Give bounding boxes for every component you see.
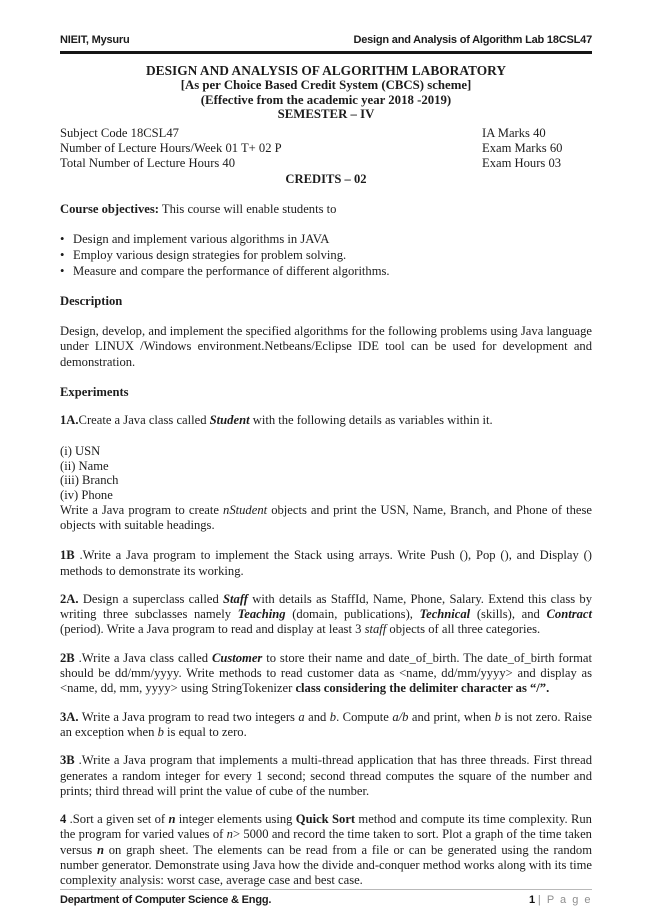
bullet-icon: • [60, 264, 65, 279]
experiment-2b: 2B .Write a Java class called Customer to store their name and date_of_birth. The date_of_birth format should be dd/mm/yyyy. Write methods to read customer data as <name, dd/mm/yyyy> and display as <name, dd, mm, yyyy> using StringTokenizer class considering the delimiter character as “/”. [60, 650, 593, 696]
objective-item [60, 247, 592, 263]
experiment-2a: 2A. Design a superclass called Staff with details as StaffId, Name, Phone, Salary. Extend this class by writing three subclasses namely Teaching (domain, publications), Technical (skills), and Contract (period). Write a Java program to read and display at least 3 staff objects of all three categories. [60, 591, 592, 637]
bullet-icon: • [60, 248, 65, 263]
title-block [60, 63, 592, 122]
variable-line: (ii) Name [60, 458, 109, 473]
meta-exam-marks: Exam Marks 60 [482, 140, 563, 155]
credits-line: CREDITS – 02 [285, 172, 367, 187]
title-semester: SEMESTER – IV [277, 107, 375, 121]
meta-total-hours: Total Number of Lecture Hours 40 [60, 155, 236, 170]
bullet-icon: • [60, 232, 65, 247]
experiment-1a-task: Write a Java program to create nStudent objects and print the USN, Name, Branch, and Phone of these objects with suitable headings. [60, 502, 592, 532]
course-objectives-text: This course will enable students to [158, 202, 337, 217]
meta-row-lecture-hours-week [60, 141, 592, 156]
meta-ia-marks: IA Marks 40 [482, 125, 546, 140]
meta-lecture-hours-week: Number of Lecture Hours/Week 01 T+ 02 P [60, 140, 282, 155]
experiment-1a-intro: 1A.Create a Java class called Student with the following details as variables within it. [60, 413, 493, 427]
objective-text: Measure and compare the performance of different algorithms. [73, 264, 390, 279]
meta-row-subject-code [60, 126, 592, 141]
experiment-1a-variables [60, 444, 592, 502]
page-footer [60, 889, 592, 906]
variable-line: (iii) Branch [60, 473, 119, 488]
description-heading: Description [60, 294, 123, 309]
page-number: 1 [529, 893, 535, 906]
variable-line: (i) USN [60, 444, 101, 459]
course-objectives-heading: Course objectives: [60, 202, 159, 217]
title-effective-year: (Effective from the academic year 2018 -2019) [200, 92, 452, 107]
meta-exam-hours: Exam Hours 03 [482, 155, 562, 170]
footer-department: Department of Computer Science & Engg. [60, 893, 272, 906]
document-title: DESIGN AND ANALYSIS OF ALGORITHM LABORATORY [145, 63, 507, 78]
objectives-bullet-list [60, 231, 592, 279]
header-institution: NIEIT, Mysuru [60, 34, 130, 46]
experiment-1b: 1B .Write a Java program to implement the Stack using arrays. Write Push (), Pop (), and Display () methods to demonstrate its working. [60, 548, 592, 578]
meta-row-total-hours [60, 156, 592, 171]
objective-item [60, 263, 592, 279]
course-objectives-intro [60, 202, 592, 217]
header-course-title: Design and Analysis of Algorithm Lab 18CSL47 [353, 34, 592, 46]
experiment-3b: 3B .Write a Java program that implements a multi-thread application that has three threads. First thread generates a random integer for every 1 second; second thread computes the square of the number and prints; third thread will print the value of cube of the number. [60, 753, 592, 798]
title-scheme: [As per Choice Based Credit System (CBCS) scheme] [180, 78, 472, 92]
experiments-heading: Experiments [60, 385, 129, 399]
objective-text: Design and implement various algorithms in JAVA [73, 232, 330, 247]
experiment-4: 4 .Sort a given set of n integer elements using Quick Sort method and compute its time complexity. Run the program for varied values of n> 5000 and record the time taken to sort. Plot a graph of the time taken versus n on graph sheet. The elements can be read from a file or can be generated using the random number generator. Demonstrate using Java how the divide and-conquer method works along with its time complexity analysis: worst case, average case and best case. [60, 812, 593, 888]
experiment-3a: 3A. Write a Java program to read two integers a and b. Compute a/b and print, when b is not zero. Raise an exception when b is equal to zero. [60, 709, 592, 739]
objective-item [60, 231, 592, 247]
variable-line: (iv) Phone [60, 488, 113, 503]
page-label: | P a g e [537, 893, 592, 906]
page-header [60, 34, 592, 54]
footer-page-indicator [529, 894, 592, 906]
meta-subject-code: Subject Code 18CSL47 [60, 125, 179, 140]
course-meta [60, 126, 592, 188]
objective-text: Employ various design strategies for problem solving. [73, 248, 347, 263]
description-body: Design, develop, and implement the specified algorithms for the following problems using Java language under LINUX /Windows environment.Netbeans/Eclipse IDE tool can be used for development and demonstration. [60, 324, 592, 369]
